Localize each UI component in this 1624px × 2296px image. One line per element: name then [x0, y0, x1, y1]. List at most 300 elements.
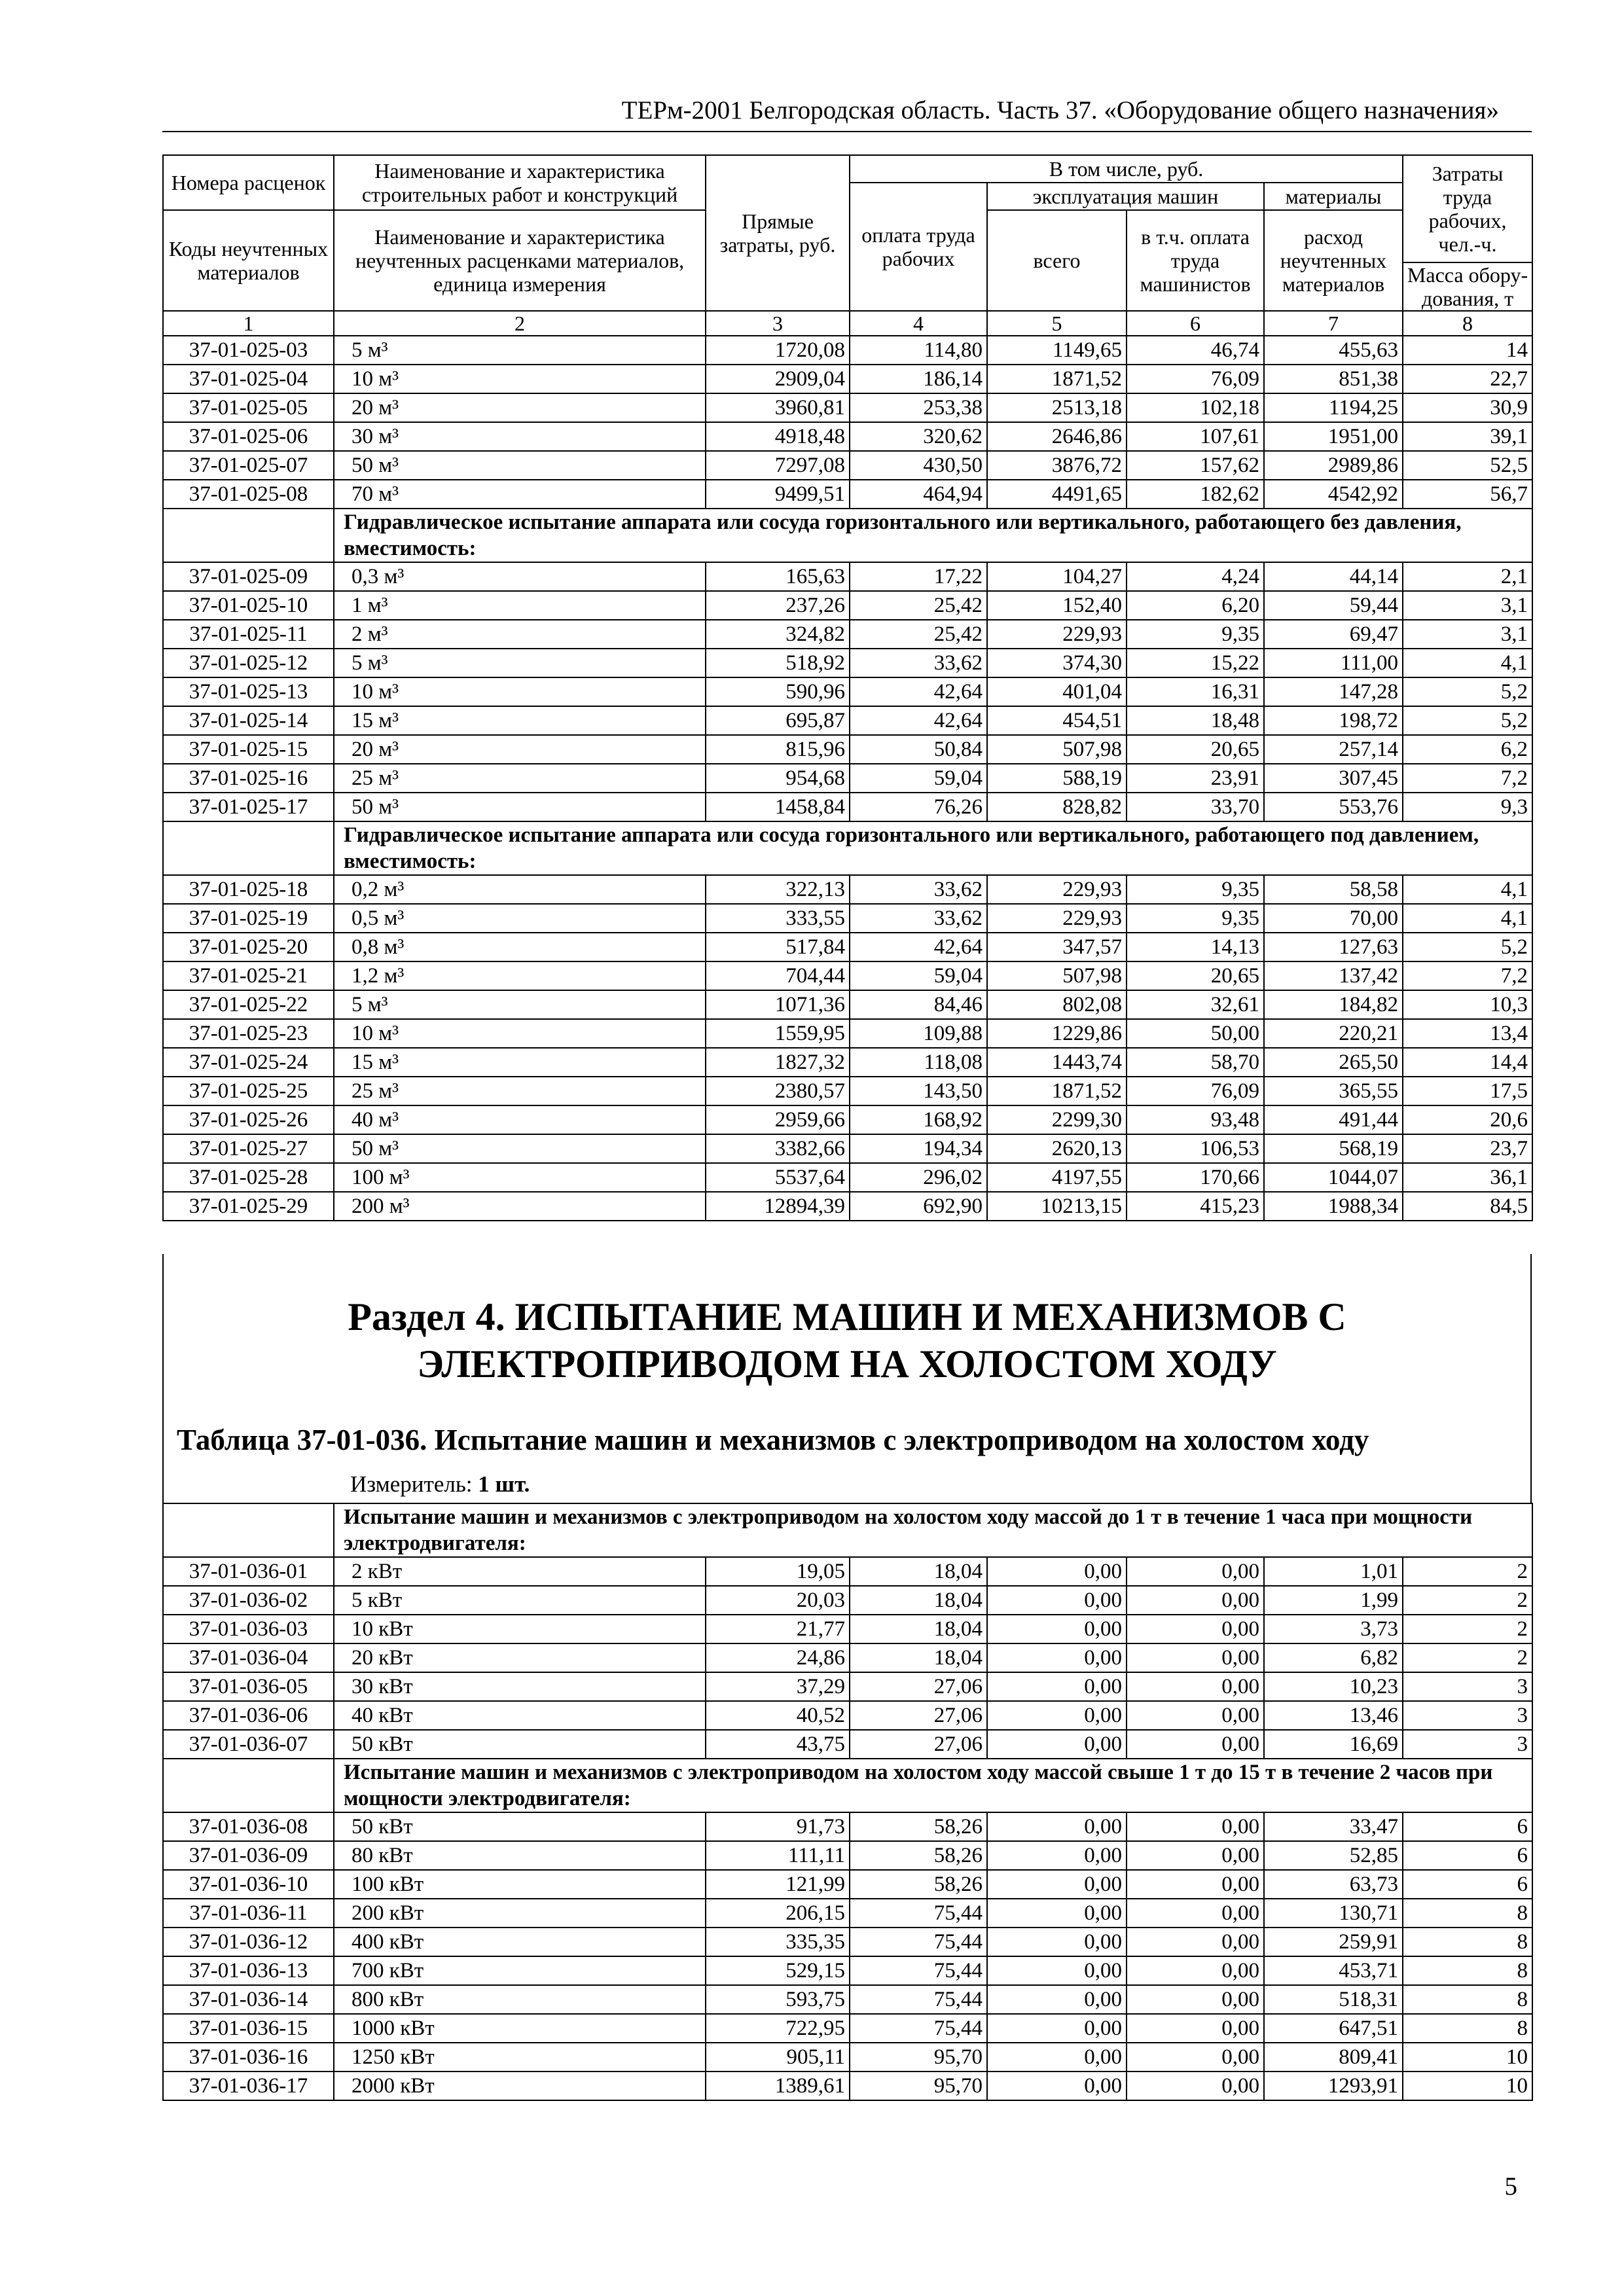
- machine-cost: 0,00: [987, 1870, 1127, 1899]
- machine-cost: 0,00: [987, 1956, 1127, 1985]
- wage-cost: 109,88: [850, 1019, 987, 1048]
- material-cost: 265,50: [1264, 1048, 1403, 1077]
- rate-code: 37-01-025-23: [163, 1019, 334, 1048]
- machinist-wage: 14,13: [1127, 933, 1264, 961]
- header-rule: [162, 131, 1532, 132]
- labor-hours: 3: [1403, 1701, 1532, 1730]
- col-index-3: 3: [706, 311, 850, 336]
- group-header-row: [163, 1503, 1532, 1557]
- table-row: [163, 393, 1532, 422]
- labor-hours: 52,5: [1403, 451, 1532, 480]
- item-name: 20 кВт: [334, 1643, 706, 1672]
- labor-hours: 5,2: [1403, 677, 1532, 706]
- machine-cost: 0,00: [987, 1615, 1127, 1643]
- item-name: 10 м³: [334, 1019, 706, 1048]
- direct-cost: 12894,39: [706, 1192, 850, 1221]
- labor-hours: 6: [1403, 1841, 1532, 1870]
- item-name: 15 м³: [334, 1048, 706, 1077]
- col-labor: Затраты труда рабочих, чел.-ч.: [1403, 155, 1532, 262]
- labor-hours: 9,3: [1403, 793, 1532, 821]
- direct-cost: 322,13: [706, 875, 850, 904]
- labor-hours: 2: [1403, 1586, 1532, 1615]
- rates-table-036: [162, 1503, 1533, 2101]
- machinist-wage: 6,20: [1127, 591, 1264, 620]
- direct-cost: 529,15: [706, 1956, 850, 1985]
- machine-cost: 347,57: [987, 933, 1127, 961]
- item-name: 5 м³: [334, 649, 706, 677]
- col-name: Наименование и характеристика строительных работ и конструкций: [334, 155, 706, 210]
- wage-cost: 33,62: [850, 904, 987, 933]
- item-name: 50 кВт: [334, 1812, 706, 1841]
- machine-cost: 828,82: [987, 793, 1127, 821]
- machinist-wage: 76,09: [1127, 365, 1264, 393]
- wage-cost: 692,90: [850, 1192, 987, 1221]
- labor-hours: 5,2: [1403, 706, 1532, 735]
- machine-cost: 0,00: [987, 1812, 1127, 1841]
- direct-cost: 1827,32: [706, 1048, 850, 1077]
- table-row: [163, 764, 1532, 793]
- rate-code: 37-01-025-18: [163, 875, 334, 904]
- direct-cost: 20,03: [706, 1586, 850, 1615]
- rate-code: 37-01-025-20: [163, 933, 334, 961]
- material-cost: 553,76: [1264, 793, 1403, 821]
- wage-cost: 95,70: [850, 2072, 987, 2100]
- col-name2: Наименование и характеристика неучтенных расценками материалов, единица измерения: [334, 210, 706, 311]
- labor-hours: 13,4: [1403, 1019, 1532, 1048]
- table-row: [163, 2043, 1532, 2072]
- material-cost: 63,73: [1264, 1870, 1403, 1899]
- machine-cost: 374,30: [987, 649, 1127, 677]
- wage-cost: 18,04: [850, 1557, 987, 1586]
- wage-cost: 464,94: [850, 480, 987, 509]
- rate-code: 37-01-036-02: [163, 1586, 334, 1615]
- labor-hours: 84,5: [1403, 1192, 1532, 1221]
- rate-code: 37-01-036-11: [163, 1899, 334, 1928]
- wage-cost: 168,92: [850, 1105, 987, 1134]
- machinist-wage: 0,00: [1127, 2043, 1264, 2072]
- direct-cost: 335,35: [706, 1928, 850, 1956]
- col-codes: Коды неучтенных материалов: [163, 210, 334, 311]
- machine-cost: 0,00: [987, 1672, 1127, 1701]
- direct-cost: 954,68: [706, 764, 850, 793]
- rate-code: 37-01-036-10: [163, 1870, 334, 1899]
- table-row: [163, 1899, 1532, 1928]
- table-row: [163, 1841, 1532, 1870]
- material-cost: 1293,91: [1264, 2072, 1403, 2100]
- labor-hours: 14: [1403, 336, 1532, 365]
- wage-cost: 114,80: [850, 336, 987, 365]
- material-cost: 1951,00: [1264, 422, 1403, 451]
- wage-cost: 25,42: [850, 620, 987, 649]
- item-name: 0,2 м³: [334, 875, 706, 904]
- machinist-wage: 0,00: [1127, 1899, 1264, 1928]
- material-cost: 33,47: [1264, 1812, 1403, 1841]
- machinist-wage: 0,00: [1127, 1812, 1264, 1841]
- direct-cost: 2959,66: [706, 1105, 850, 1134]
- table-row: [163, 875, 1532, 904]
- col-num: Номера расценок: [163, 155, 334, 210]
- direct-cost: 43,75: [706, 1730, 850, 1759]
- material-cost: 647,51: [1264, 2014, 1403, 2043]
- wage-cost: 75,44: [850, 1928, 987, 1956]
- wage-cost: 18,04: [850, 1586, 987, 1615]
- material-cost: 568,19: [1264, 1134, 1403, 1163]
- material-cost: 59,44: [1264, 591, 1403, 620]
- table-row: [163, 677, 1532, 706]
- table-row: [163, 1586, 1532, 1615]
- item-name: 25 м³: [334, 1077, 706, 1105]
- labor-hours: 3,1: [1403, 620, 1532, 649]
- table-row: [163, 1134, 1532, 1163]
- wage-cost: 95,70: [850, 2043, 987, 2072]
- group-title: Гидравлическое испытание аппарата или сосуда горизонтального или вертикального, работающего без давления, вместимость:: [334, 509, 1532, 562]
- rate-code: 37-01-025-24: [163, 1048, 334, 1077]
- material-cost: 6,82: [1264, 1643, 1403, 1672]
- machine-cost: 1443,74: [987, 1048, 1127, 1077]
- direct-cost: 704,44: [706, 961, 850, 990]
- labor-hours: 10: [1403, 2043, 1532, 2072]
- group-header-blank: [163, 1759, 334, 1812]
- item-name: 100 м³: [334, 1163, 706, 1192]
- wage-cost: 25,42: [850, 591, 987, 620]
- wage-cost: 58,26: [850, 1841, 987, 1870]
- rate-code: 37-01-025-10: [163, 591, 334, 620]
- table-row: [163, 706, 1532, 735]
- machine-cost: 152,40: [987, 591, 1127, 620]
- rate-code: 37-01-025-29: [163, 1192, 334, 1221]
- labor-hours: 10,3: [1403, 990, 1532, 1019]
- machinist-wage: 33,70: [1127, 793, 1264, 821]
- labor-hours: 2: [1403, 1557, 1532, 1586]
- table-title: Таблица 37-01-036. Испытание машин и механизмов с электроприводом на холостом ходу: [177, 1424, 1369, 1456]
- wage-cost: 143,50: [850, 1077, 987, 1105]
- item-name: 20 м³: [334, 735, 706, 764]
- machine-cost: 0,00: [987, 1643, 1127, 1672]
- item-name: 50 м³: [334, 793, 706, 821]
- item-name: 10 м³: [334, 365, 706, 393]
- machinist-wage: 15,22: [1127, 649, 1264, 677]
- material-cost: 70,00: [1264, 904, 1403, 933]
- item-name: 30 м³: [334, 422, 706, 451]
- labor-hours: 23,7: [1403, 1134, 1532, 1163]
- machinist-wage: 157,62: [1127, 451, 1264, 480]
- direct-cost: 5537,64: [706, 1163, 850, 1192]
- material-cost: 111,00: [1264, 649, 1403, 677]
- group-header-row: [163, 821, 1532, 875]
- table-row: [163, 904, 1532, 933]
- labor-hours: 4,1: [1403, 649, 1532, 677]
- measurement-value: 1 шт.: [478, 1471, 530, 1497]
- group-title: Испытание машин и механизмов с электроприводом на холостом ходу массой свыше 1 т до 15 т в течение 2 часов при мощности электродвигателя:: [334, 1759, 1532, 1812]
- material-cost: 184,82: [1264, 990, 1403, 1019]
- labor-hours: 14,4: [1403, 1048, 1532, 1077]
- item-name: 50 м³: [334, 1134, 706, 1163]
- wage-cost: 33,62: [850, 875, 987, 904]
- rate-code: 37-01-025-22: [163, 990, 334, 1019]
- material-cost: 1,99: [1264, 1586, 1403, 1615]
- direct-cost: 165,63: [706, 562, 850, 591]
- machine-cost: 2299,30: [987, 1105, 1127, 1134]
- machinist-wage: 46,74: [1127, 336, 1264, 365]
- machinist-wage: 16,31: [1127, 677, 1264, 706]
- machinist-wage: 58,70: [1127, 1048, 1264, 1077]
- direct-cost: 40,52: [706, 1701, 850, 1730]
- machinist-wage: 0,00: [1127, 1870, 1264, 1899]
- item-name: 5 м³: [334, 990, 706, 1019]
- machinist-wage: 32,61: [1127, 990, 1264, 1019]
- rate-code: 37-01-036-08: [163, 1812, 334, 1841]
- rate-code: 37-01-025-21: [163, 961, 334, 990]
- labor-hours: 7,2: [1403, 764, 1532, 793]
- labor-hours: 2,1: [1403, 562, 1532, 591]
- machine-cost: 0,00: [987, 1899, 1127, 1928]
- rate-code: 37-01-036-14: [163, 1985, 334, 2014]
- table-row: [163, 1019, 1532, 1048]
- wage-cost: 42,64: [850, 706, 987, 735]
- direct-cost: 722,95: [706, 2014, 850, 2043]
- table-row: [163, 1956, 1532, 1985]
- machinist-wage: 106,53: [1127, 1134, 1264, 1163]
- col-direct: Прямые затраты, руб.: [706, 155, 850, 311]
- table-row: [163, 649, 1532, 677]
- machinist-wage: 107,61: [1127, 422, 1264, 451]
- labor-hours: 5,2: [1403, 933, 1532, 961]
- machinist-wage: 0,00: [1127, 1557, 1264, 1586]
- labor-hours: 39,1: [1403, 422, 1532, 451]
- col-mach: эксплуатация машин: [987, 183, 1264, 210]
- wage-cost: 76,26: [850, 793, 987, 821]
- wage-cost: 27,06: [850, 1672, 987, 1701]
- measurement-label: Измеритель:: [350, 1471, 473, 1497]
- table-row: [163, 1643, 1532, 1672]
- material-cost: 130,71: [1264, 1899, 1403, 1928]
- machine-cost: 1229,86: [987, 1019, 1127, 1048]
- col-incl: В том числе, руб.: [850, 155, 1403, 183]
- direct-cost: 1071,36: [706, 990, 850, 1019]
- rate-code: 37-01-025-04: [163, 365, 334, 393]
- machinist-wage: 23,91: [1127, 764, 1264, 793]
- col-matuse: расход неучтенных материалов: [1264, 210, 1403, 311]
- table-body-036: [163, 1503, 1532, 2100]
- machine-cost: 802,08: [987, 990, 1127, 1019]
- direct-cost: 121,99: [706, 1870, 850, 1899]
- direct-cost: 333,55: [706, 904, 850, 933]
- machinist-wage: 18,48: [1127, 706, 1264, 735]
- rate-code: 37-01-036-06: [163, 1701, 334, 1730]
- material-cost: 2989,86: [1264, 451, 1403, 480]
- material-cost: 10,23: [1264, 1672, 1403, 1701]
- labor-hours: 8: [1403, 2014, 1532, 2043]
- machinist-wage: 93,48: [1127, 1105, 1264, 1134]
- machinist-wage: 170,66: [1127, 1163, 1264, 1192]
- section-block: [162, 1254, 1532, 1503]
- material-cost: 198,72: [1264, 706, 1403, 735]
- material-cost: 1,01: [1264, 1557, 1403, 1586]
- group-header-blank: [163, 1503, 334, 1557]
- direct-cost: 37,29: [706, 1672, 850, 1701]
- col-index-5: 5: [987, 311, 1127, 336]
- direct-cost: 590,96: [706, 677, 850, 706]
- item-name: 15 м³: [334, 706, 706, 735]
- material-cost: 127,63: [1264, 933, 1403, 961]
- machine-cost: 4197,55: [987, 1163, 1127, 1192]
- rate-code: 37-01-036-04: [163, 1643, 334, 1672]
- labor-hours: 36,1: [1403, 1163, 1532, 1192]
- labor-hours: 2: [1403, 1643, 1532, 1672]
- material-cost: 1194,25: [1264, 393, 1403, 422]
- material-cost: 13,46: [1264, 1701, 1403, 1730]
- item-name: 40 м³: [334, 1105, 706, 1134]
- machinist-wage: 0,00: [1127, 1615, 1264, 1643]
- material-cost: 809,41: [1264, 2043, 1403, 2072]
- labor-hours: 17,5: [1403, 1077, 1532, 1105]
- rate-code: 37-01-025-03: [163, 336, 334, 365]
- table-row: [163, 620, 1532, 649]
- item-name: 800 кВт: [334, 1985, 706, 2014]
- item-name: 0,8 м³: [334, 933, 706, 961]
- labor-hours: 30,9: [1403, 393, 1532, 422]
- direct-cost: 24,86: [706, 1643, 850, 1672]
- rates-table-025: [162, 154, 1533, 1221]
- rate-code: 37-01-025-26: [163, 1105, 334, 1134]
- item-name: 200 кВт: [334, 1899, 706, 1928]
- table-row: [163, 562, 1532, 591]
- direct-cost: 111,11: [706, 1841, 850, 1870]
- col-mass: Масса обору-дования, т: [1403, 262, 1532, 311]
- item-name: 10 м³: [334, 677, 706, 706]
- table-row: [163, 1812, 1532, 1841]
- rate-code: 37-01-025-15: [163, 735, 334, 764]
- machinist-wage: 415,23: [1127, 1192, 1264, 1221]
- machine-cost: 2513,18: [987, 393, 1127, 422]
- machine-cost: 10213,15: [987, 1192, 1127, 1221]
- table-row: [163, 365, 1532, 393]
- running-header: ТЕРм-2001 Белгородская область. Часть 37. «Оборудование общего назначения»: [621, 96, 1499, 124]
- labor-hours: 6,2: [1403, 735, 1532, 764]
- item-name: 20 м³: [334, 393, 706, 422]
- item-name: 50 м³: [334, 451, 706, 480]
- wage-cost: 27,06: [850, 1730, 987, 1759]
- item-name: 1250 кВт: [334, 2043, 706, 2072]
- material-cost: 518,31: [1264, 1985, 1403, 2014]
- table-row: [163, 933, 1532, 961]
- machine-cost: 454,51: [987, 706, 1127, 735]
- group-header-row: [163, 1759, 1532, 1812]
- col-index-4: 4: [850, 311, 987, 336]
- item-name: 2000 кВт: [334, 2072, 706, 2100]
- rate-code: 37-01-036-16: [163, 2043, 334, 2072]
- wage-cost: 50,84: [850, 735, 987, 764]
- table-row: [163, 2072, 1532, 2100]
- wage-cost: 27,06: [850, 1701, 987, 1730]
- direct-cost: 9499,51: [706, 480, 850, 509]
- machinist-wage: 102,18: [1127, 393, 1264, 422]
- labor-hours: 6: [1403, 1870, 1532, 1899]
- material-cost: 137,42: [1264, 961, 1403, 990]
- direct-cost: 237,26: [706, 591, 850, 620]
- wage-cost: 17,22: [850, 562, 987, 591]
- item-name: 2 кВт: [334, 1557, 706, 1586]
- machine-cost: 0,00: [987, 1841, 1127, 1870]
- machine-cost: 0,00: [987, 2043, 1127, 2072]
- direct-cost: 905,11: [706, 2043, 850, 2072]
- machine-cost: 0,00: [987, 1985, 1127, 2014]
- material-cost: 1044,07: [1264, 1163, 1403, 1192]
- col-total: всего: [987, 210, 1127, 311]
- rate-code: 37-01-025-06: [163, 422, 334, 451]
- machine-cost: 104,27: [987, 562, 1127, 591]
- rate-code: 37-01-025-25: [163, 1077, 334, 1105]
- material-cost: 69,47: [1264, 620, 1403, 649]
- wage-cost: 320,62: [850, 422, 987, 451]
- wage-cost: 186,14: [850, 365, 987, 393]
- wage-cost: 118,08: [850, 1048, 987, 1077]
- machine-cost: 0,00: [987, 1701, 1127, 1730]
- machine-cost: 1149,65: [987, 336, 1127, 365]
- labor-hours: 8: [1403, 1928, 1532, 1956]
- machinist-wage: 50,00: [1127, 1019, 1264, 1048]
- material-cost: 52,85: [1264, 1841, 1403, 1870]
- machine-cost: 0,00: [987, 1586, 1127, 1615]
- machinist-wage: 0,00: [1127, 1985, 1264, 2014]
- wage-cost: 33,62: [850, 649, 987, 677]
- rate-code: 37-01-036-09: [163, 1841, 334, 1870]
- labor-hours: 3: [1403, 1730, 1532, 1759]
- machinist-wage: 9,35: [1127, 875, 1264, 904]
- machine-cost: 401,04: [987, 677, 1127, 706]
- col-index-1: 1: [163, 311, 334, 336]
- wage-cost: 42,64: [850, 677, 987, 706]
- direct-cost: 3382,66: [706, 1134, 850, 1163]
- item-name: 1,2 м³: [334, 961, 706, 990]
- material-cost: 453,71: [1264, 1956, 1403, 1985]
- item-name: 200 м³: [334, 1192, 706, 1221]
- rate-code: 37-01-036-03: [163, 1615, 334, 1643]
- item-name: 30 кВт: [334, 1672, 706, 1701]
- table-row: [163, 336, 1532, 365]
- labor-hours: 10: [1403, 2072, 1532, 2100]
- machinist-wage: 0,00: [1127, 1672, 1264, 1701]
- item-name: 10 кВт: [334, 1615, 706, 1643]
- material-cost: 307,45: [1264, 764, 1403, 793]
- direct-cost: 19,05: [706, 1557, 850, 1586]
- machine-cost: 0,00: [987, 2014, 1127, 2043]
- machinist-wage: 0,00: [1127, 1841, 1264, 1870]
- table-row: [163, 480, 1532, 509]
- machine-cost: 229,93: [987, 620, 1127, 649]
- machinist-wage: 0,00: [1127, 1928, 1264, 1956]
- item-name: 80 кВт: [334, 1841, 706, 1870]
- col-index-2: 2: [334, 311, 706, 336]
- rate-code: 37-01-025-09: [163, 562, 334, 591]
- machine-cost: 229,93: [987, 904, 1127, 933]
- direct-cost: 1458,84: [706, 793, 850, 821]
- direct-cost: 7297,08: [706, 451, 850, 480]
- machinist-wage: 182,62: [1127, 480, 1264, 509]
- item-name: 50 кВт: [334, 1730, 706, 1759]
- labor-hours: 8: [1403, 1956, 1532, 1985]
- machine-cost: 2620,13: [987, 1134, 1127, 1163]
- machine-cost: 507,98: [987, 735, 1127, 764]
- table-row: [163, 1672, 1532, 1701]
- item-name: 700 кВт: [334, 1956, 706, 1985]
- wage-cost: 194,34: [850, 1134, 987, 1163]
- rate-code: 37-01-025-07: [163, 451, 334, 480]
- direct-cost: 517,84: [706, 933, 850, 961]
- rate-code: 37-01-025-08: [163, 480, 334, 509]
- machinist-wage: 0,00: [1127, 1701, 1264, 1730]
- rate-code: 37-01-025-28: [163, 1163, 334, 1192]
